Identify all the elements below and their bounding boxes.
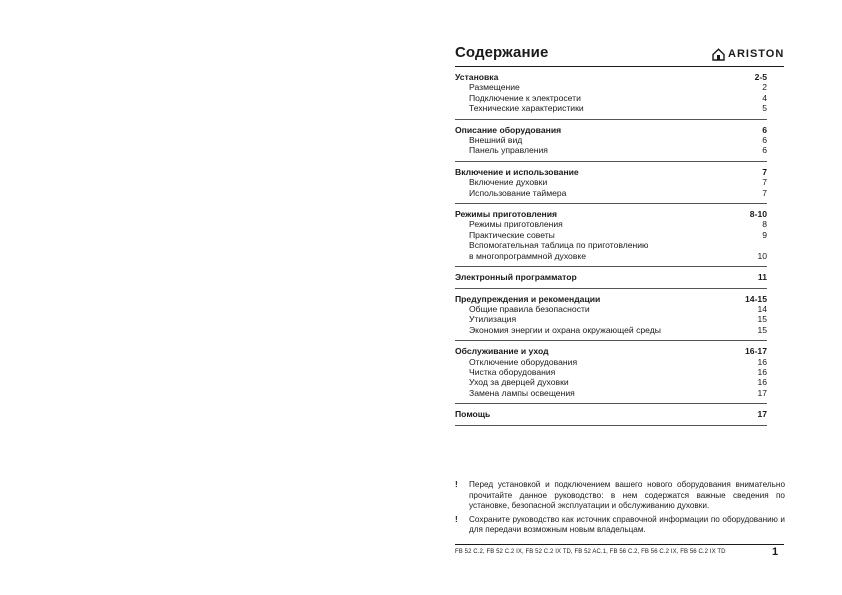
toc-item-page: 2 (762, 82, 767, 93)
toc-item (455, 219, 767, 229)
toc-item-label: Включение духовки (469, 177, 548, 188)
toc-item-label: Вспомогательная таблица по приготовлению в многопрограммной духовке (469, 240, 649, 261)
toc-item-page: 8 (762, 219, 767, 230)
toc-item-page: 6 (762, 135, 767, 146)
toc-item (455, 314, 767, 324)
toc-item-page: 10 (757, 250, 767, 261)
toc-item (455, 103, 767, 113)
note (455, 480, 785, 512)
toc-item (455, 135, 767, 145)
toc-section-heading (455, 72, 767, 82)
toc-item (455, 145, 767, 155)
toc-section-pages: 14-15 (745, 293, 767, 304)
toc-item-label: Замена лампы освещения (469, 387, 575, 398)
toc-section-heading (455, 209, 767, 219)
toc-item-page: 14 (757, 303, 767, 314)
toc-section-heading (455, 125, 767, 135)
toc-item-label: Уход за дверцей духовки (469, 377, 569, 388)
toc-section (455, 125, 767, 162)
toc-section (455, 272, 767, 288)
toc-section-title: Электронный программатор (455, 272, 577, 283)
brand-name: ARISTON (728, 48, 785, 60)
toc-section-title: Предупреждения и рекомендации (455, 293, 601, 304)
toc-item-label: Практические советы (469, 229, 555, 240)
toc-section-pages: 17 (757, 409, 767, 420)
toc-section-pages: 6 (762, 124, 767, 135)
toc-item-label: Технические характеристики (469, 103, 584, 114)
toc-item-page: 15 (757, 314, 767, 325)
toc-item (455, 177, 767, 187)
page-number: 1 (772, 546, 779, 558)
toc-section (455, 346, 767, 404)
toc-item-label: Подключение к электросети (469, 92, 581, 103)
model-list: FB 52 C.2, FB 52 C.2 IX, FB 52 C.2 IX TD, FB 52 AC.1, FB 56 C.2, FB 56 C.2 IX, FB 56 C.2 IX TD (455, 549, 726, 555)
table-of-contents (455, 72, 767, 431)
toc-item-page: 9 (762, 229, 767, 240)
toc-section-title: Обслуживание и уход (455, 346, 549, 357)
toc-item-label: Режимы приготовления (469, 219, 563, 230)
toc-item-page: 4 (762, 92, 767, 103)
toc-item (455, 93, 767, 103)
toc-item (455, 377, 767, 387)
toc-section-pages: 11 (757, 272, 767, 283)
toc-item (455, 230, 767, 240)
toc-section-heading (455, 167, 767, 177)
toc-section-title: Установка (455, 72, 499, 82)
toc-item-page: 5 (762, 103, 767, 114)
toc-section-pages: 8-10 (749, 209, 767, 220)
toc-section-title: Включение и использование (455, 166, 579, 177)
toc-section (455, 167, 767, 204)
toc-item-label: Утилизация (469, 314, 517, 325)
toc-section (455, 294, 767, 342)
toc-section (455, 209, 767, 267)
toc-section-heading (455, 272, 767, 282)
toc-item-page: 15 (757, 324, 767, 335)
toc-item (455, 82, 767, 92)
title-divider (455, 66, 784, 67)
toc-section (455, 72, 767, 120)
toc-item-label: Экономия энергии и охрана окружающей среды (469, 324, 661, 335)
toc-section-heading (455, 294, 767, 304)
toc-item-label: Чистка оборудования (469, 366, 556, 377)
toc-section-title: Режимы приготовления (455, 209, 557, 220)
page-title: Содержание (455, 44, 549, 61)
toc-item-page: 17 (757, 387, 767, 398)
toc-item-page: 7 (762, 177, 767, 188)
footer-divider (455, 544, 784, 545)
brand-logo (712, 46, 784, 62)
toc-section-pages: 7 (762, 166, 767, 177)
toc-section-title: Помощь (455, 409, 491, 420)
toc-item-label: Панель управления (469, 145, 548, 156)
toc-item (455, 357, 767, 367)
toc-section-heading (455, 409, 767, 419)
toc-item-page: 16 (757, 377, 767, 388)
toc-item-label: Использование таймера (469, 187, 567, 198)
toc-item-label: Общие правила безопасности (469, 303, 590, 314)
toc-item-label: Отключение оборудования (469, 356, 578, 367)
toc-item-page: 6 (762, 145, 767, 156)
toc-section (455, 409, 767, 425)
note-text: Сохраните руководство как источник справочной информации по оборудованию и для передачи возможным новым владельцам. (469, 514, 785, 535)
toc-item-page: 7 (762, 187, 767, 198)
toc-item (455, 304, 767, 314)
toc-item-page: 16 (757, 366, 767, 377)
toc-section-heading (455, 346, 767, 356)
toc-section-pages: 16-17 (745, 346, 767, 357)
toc-item-label: Внешний вид (469, 135, 523, 146)
note-text: Перед установкой и подключением вашего нового оборудования внимательно прочитайте данное руководство: в нем содержатся важные сведения по установке, безопасной эксплуатации и обслуживанию духовки. (469, 480, 785, 511)
house-logo-icon (712, 48, 725, 61)
warning-mark-icon: ! (455, 480, 458, 489)
warning-mark-icon: ! (455, 514, 458, 524)
toc-item (455, 367, 767, 377)
toc-section-title: Описание оборудования (455, 124, 562, 135)
toc-item (455, 188, 767, 198)
note (455, 515, 785, 536)
toc-item-label: Размещение (469, 82, 520, 93)
toc-section-pages: 2-5 (754, 72, 767, 82)
toc-item-page: 16 (757, 356, 767, 367)
toc-item (455, 388, 767, 398)
toc-item (455, 240, 767, 261)
notes (455, 480, 785, 539)
toc-item (455, 325, 767, 335)
